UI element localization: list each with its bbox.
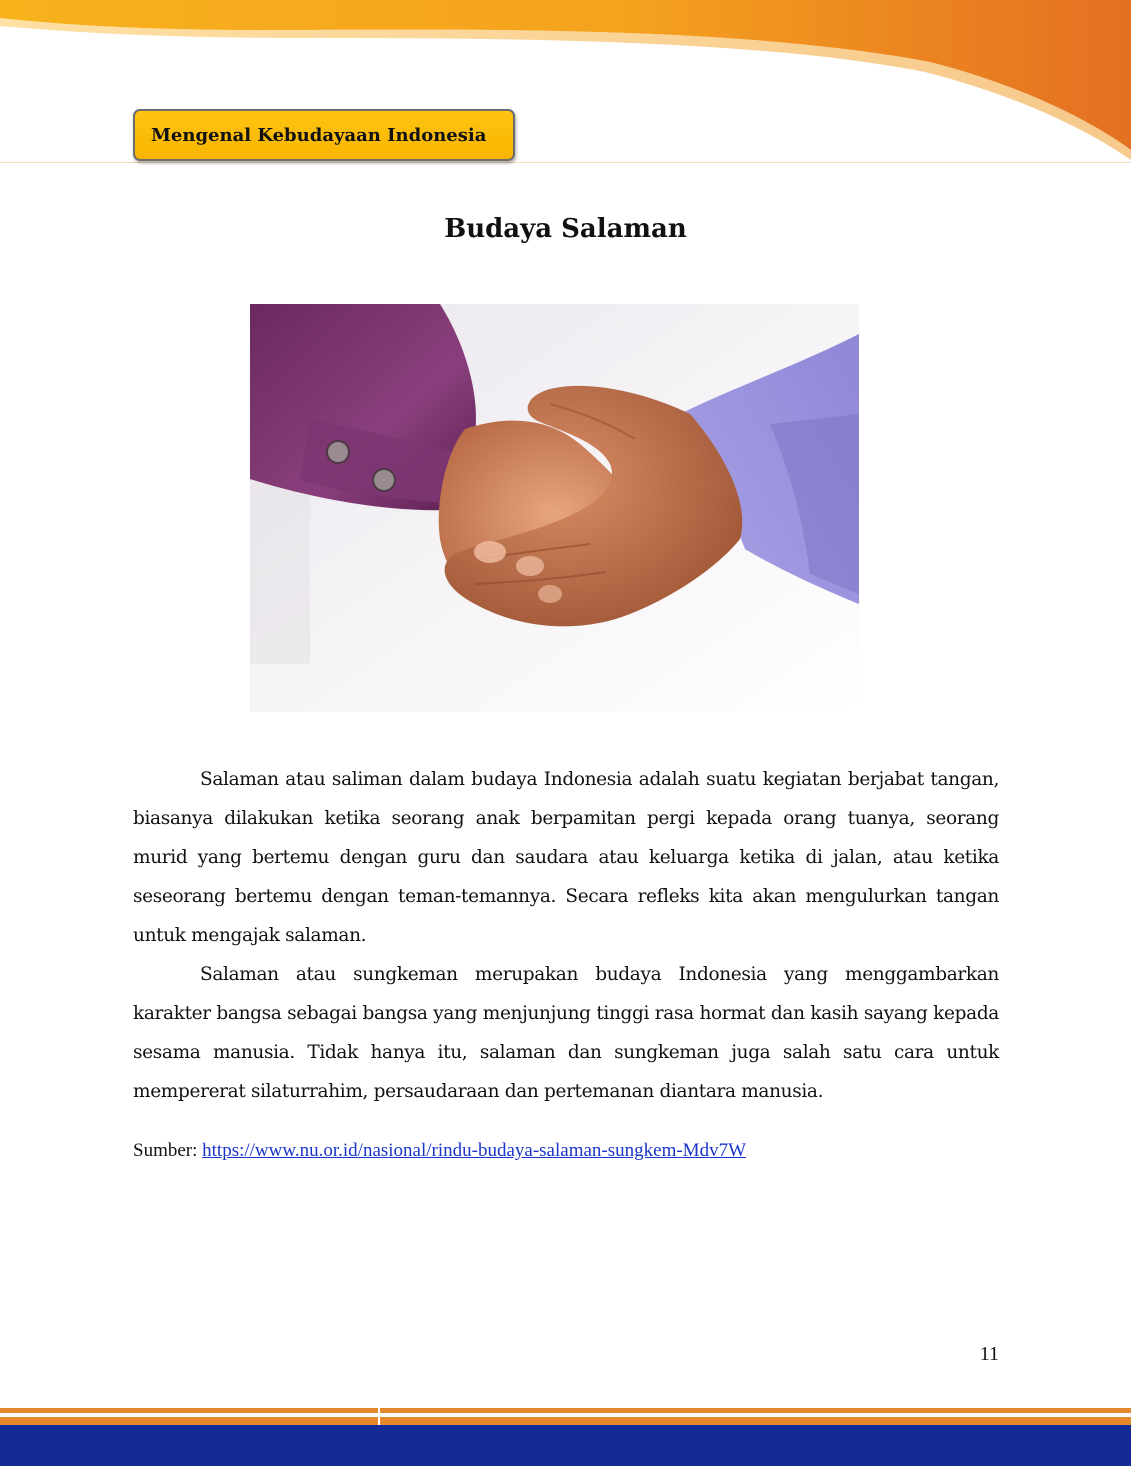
page-title: Budaya Salaman [444, 214, 687, 244]
handshake-photo [250, 304, 859, 712]
paragraph-1: Salaman atau saliman dalam budaya Indonesia adalah suatu kegiatan berjabat tangan, biasanya dilakukan ketika seorang anak berpamitan pergi kepada orang tuanya, seorang murid yang bertemu dengan guru dan saudara atau keluarga ketika di jalan, atau ketika seseorang bertemu dengan teman-temannya. Secara refleks kita akan mengulurkan tangan untuk mengajak salaman. [133, 769, 999, 946]
footer-orange-stripe [0, 1417, 1131, 1425]
page-number: 11 [979, 1343, 999, 1365]
paragraph-2: Salaman atau sungkeman merupakan budaya Indonesia yang menggambarkan karakter bangsa sebagai bangsa yang menjunjung tinggi rasa hormat dan kasih sayang kepada sesama manusia. Tidak hanya itu, salaman dan sungkeman juga salah satu cara untuk mempererat silaturrahim, persaudaraan dan pertemanan diantara manusia. [133, 964, 999, 1102]
article-body [133, 760, 999, 1111]
footer-stripe-gap [378, 1408, 380, 1426]
section-badge: Mengenal Kebudayaan Indonesia [133, 109, 515, 161]
source-label: Sumber: [133, 1140, 203, 1161]
footer-thin-stripe [0, 1408, 1131, 1413]
footer-band [0, 1408, 1131, 1466]
source-link[interactable]: https://www.nu.or.id/nasional/rindu-budaya-salaman-sungkem-Mdv7W [202, 1140, 747, 1161]
header-divider [0, 162, 1131, 163]
source-line [133, 1140, 999, 1162]
footer-blue-bar [0, 1425, 1131, 1466]
